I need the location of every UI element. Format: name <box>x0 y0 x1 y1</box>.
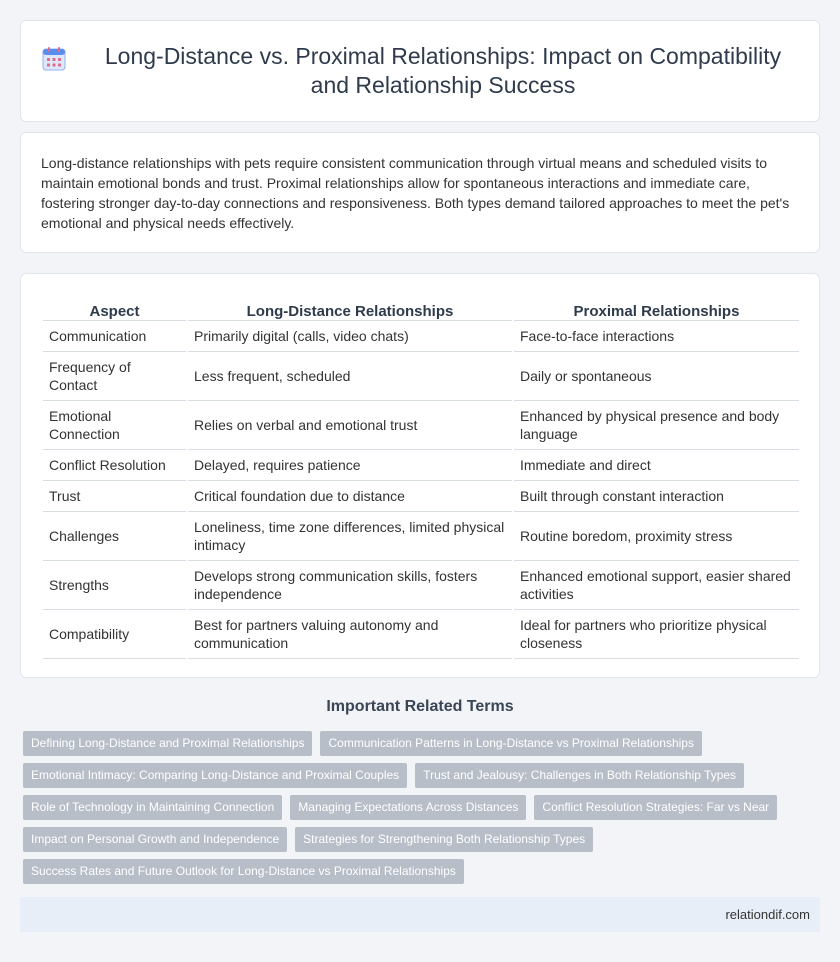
related-terms-title: Important Related Terms <box>326 698 514 715</box>
related-term-tag[interactable]: Trust and Jealousy: Challenges in Both Relationship Types <box>415 763 744 788</box>
related-term-tag[interactable]: Conflict Resolution Strategies: Far vs Near <box>534 795 777 820</box>
cell-long-distance: Critical foundation due to distance <box>187 480 513 511</box>
cell-proximal: Ideal for partners who prioritize physical closeness <box>513 609 799 658</box>
cell-aspect: Emotional Connection <box>43 400 187 449</box>
cell-proximal: Face-to-face interactions <box>513 320 799 351</box>
table-row <box>43 400 799 449</box>
comparison-table-card <box>20 273 820 678</box>
page-title: Long-Distance vs. Proximal Relationships: Impact on Compatibility and Relationship Success <box>104 43 782 98</box>
cell-long-distance: Less frequent, scheduled <box>187 351 513 400</box>
header-proximal: Proximal Relationships <box>513 296 799 320</box>
cell-long-distance: Best for partners valuing autonomy and communication <box>187 609 513 658</box>
table-row <box>43 609 799 658</box>
cell-long-distance: Relies on verbal and emotional trust <box>187 400 513 449</box>
related-term-tag[interactable]: Managing Expectations Across Distances <box>290 795 526 820</box>
cell-aspect: Compatibility <box>43 609 187 658</box>
footer <box>20 897 820 932</box>
cell-proximal: Routine boredom, proximity stress <box>513 511 799 560</box>
related-term-tag[interactable]: Defining Long-Distance and Proximal Relationships <box>23 731 312 756</box>
cell-aspect: Trust <box>43 480 187 511</box>
related-terms-list <box>23 731 823 891</box>
table-row <box>43 320 799 351</box>
cell-proximal: Enhanced by physical presence and body language <box>513 400 799 449</box>
cell-aspect: Frequency of Contact <box>43 351 187 400</box>
cell-proximal: Built through constant interaction <box>513 480 799 511</box>
related-term-tag[interactable]: Emotional Intimacy: Comparing Long-Distance and Proximal Couples <box>23 763 407 788</box>
calendar-icon <box>41 46 67 72</box>
header-aspect: Aspect <box>43 296 187 320</box>
cell-aspect: Conflict Resolution <box>43 449 187 480</box>
intro-paragraph: Long-distance relationships with pets require consistent communication through virtual means and scheduled visits to maintain emotional bonds and trust. Proximal relationships allow for spontaneous interactions and immediate care, fostering stronger day-to-day connections and responsiveness. Both types demand tailored approaches to meet the pet's emotional and physical needs effectively. <box>41 155 790 231</box>
header-card <box>20 20 820 122</box>
related-term-tag[interactable]: Role of Technology in Maintaining Connection <box>23 795 282 820</box>
related-term-tag[interactable]: Communication Patterns in Long-Distance vs Proximal Relationships <box>320 731 702 756</box>
cell-long-distance: Develops strong communication skills, fosters independence <box>187 560 513 609</box>
header-long-distance: Long-Distance Relationships <box>187 296 513 320</box>
cell-proximal: Daily or spontaneous <box>513 351 799 400</box>
cell-aspect: Challenges <box>43 511 187 560</box>
table-header-row <box>43 296 799 320</box>
cell-aspect: Communication <box>43 320 187 351</box>
cell-long-distance: Loneliness, time zone differences, limited physical intimacy <box>187 511 513 560</box>
related-term-tag[interactable]: Success Rates and Future Outlook for Long-Distance vs Proximal Relationships <box>23 859 464 884</box>
table-row <box>43 560 799 609</box>
footer-site-link[interactable]: relationdif.com <box>725 907 810 922</box>
table-row <box>43 511 799 560</box>
cell-long-distance: Delayed, requires patience <box>187 449 513 480</box>
cell-proximal: Immediate and direct <box>513 449 799 480</box>
cell-aspect: Strengths <box>43 560 187 609</box>
intro-card <box>20 132 820 253</box>
table-row <box>43 480 799 511</box>
related-term-tag[interactable]: Impact on Personal Growth and Independence <box>23 827 287 852</box>
table-row <box>43 449 799 480</box>
related-term-tag[interactable]: Strategies for Strengthening Both Relationship Types <box>295 827 593 852</box>
cell-proximal: Enhanced emotional support, easier shared activities <box>513 560 799 609</box>
cell-long-distance: Primarily digital (calls, video chats) <box>187 320 513 351</box>
comparison-table <box>43 296 799 659</box>
table-row <box>43 351 799 400</box>
